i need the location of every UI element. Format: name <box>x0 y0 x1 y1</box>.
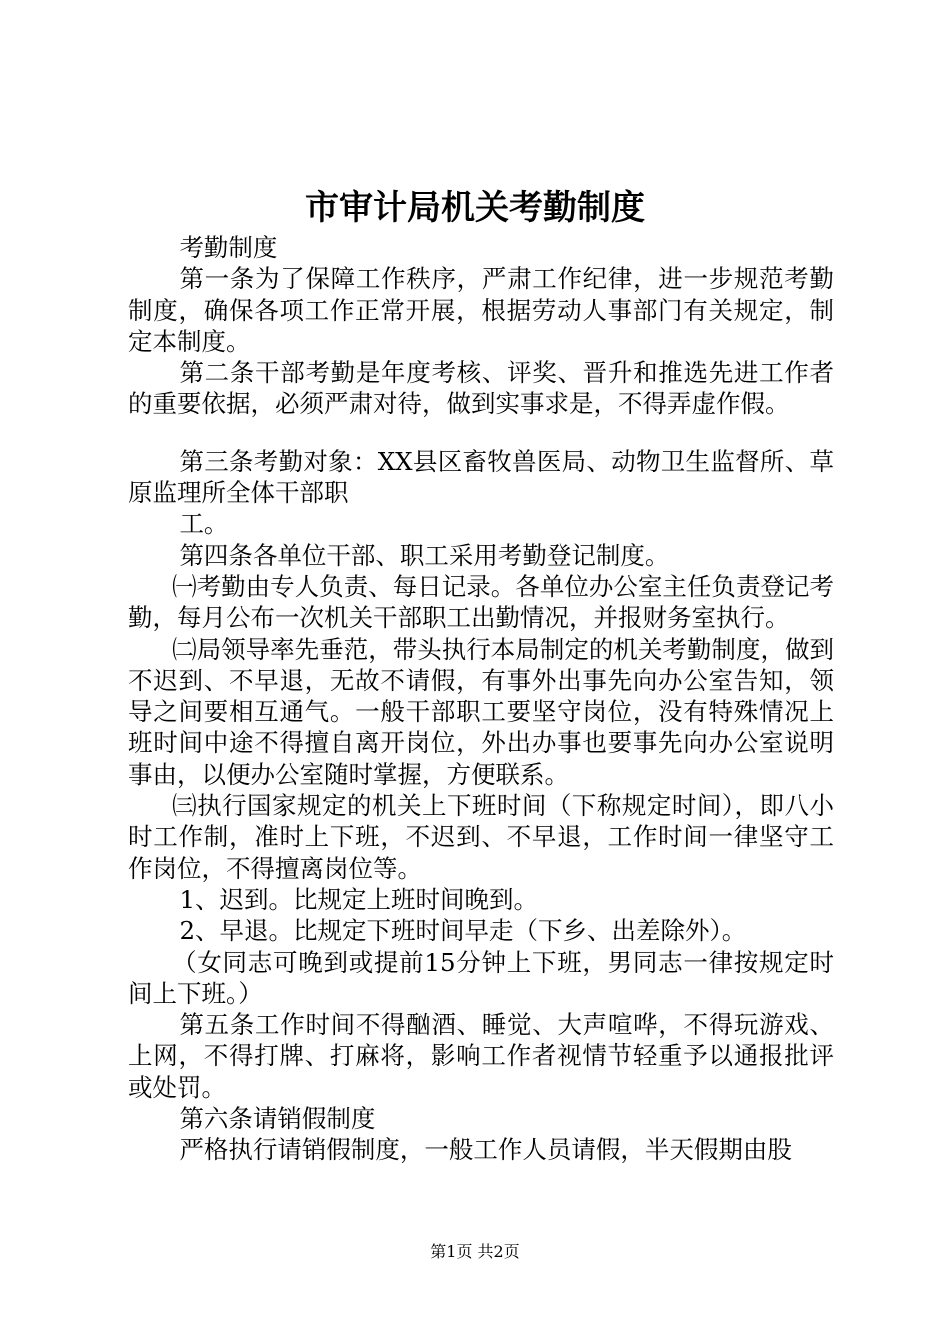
article-3-continuation: 工。 <box>179 509 229 539</box>
article-6-heading: 第六条请销假制度 <box>179 1104 376 1134</box>
page-footer: 第1页 共2页 <box>430 1242 520 1261</box>
article-6-paragraph: 严格执行请销假制度，一般工作人员请假，半天假期由股 <box>179 1135 792 1165</box>
document-title: 市审计局机关考勤制度 <box>305 188 645 228</box>
article-1-paragraph: 第一条为了保障工作秩序，严肃工作纪律，进一步规范考勤制度，确保各项工作正常开展，根据劳动人事部门有关规定，制定本制度。 <box>128 264 834 356</box>
article-4-paragraph: 第四条各单位干部、职工采用考勤登记制度。 <box>179 540 670 570</box>
article-4-item-2: ㈡局领导率先垂范，带头执行本局制定的机关考勤制度，做到不迟到、不早退，无故不请假，有事外出事先向办公室告知，领导之间要相互通气。一般干部职工要坚守岗位，没有特殊情况上班时间中途不得擅自离开岗位，外出办事也要事先向办公室说明事由，以便办公室随时掌握，方便联系。 <box>128 634 834 789</box>
article-2-paragraph: 第二条干部考勤是年度考核、评奖、晋升和推选先进工作者的重要依据，必须严肃对待，做到实事求是，不得弄虚作假。 <box>128 358 834 419</box>
article-4-item-1: ㈠考勤由专人负责、每日记录。各单位办公室主任负责登记考勤，每月公布一次机关干部职工出勤情况，并报财务室执行。 <box>128 571 834 633</box>
document-body <box>128 232 834 1166</box>
late-arrival-rule: 1、迟到。比规定上班时间晚到。 <box>179 884 539 914</box>
article-4-item-3: ㈢执行国家规定的机关上下班时间（下称规定时间），即八小时工作制，准时上下班，不迟到、不早退，工作时间一律坚守工作岗位，不得擅离岗位等。 <box>128 791 834 883</box>
section-heading-attendance: 考勤制度 <box>179 233 278 262</box>
article-5-paragraph: 第五条工作时间不得酗酒、睡觉、大声喧哗，不得玩游戏、上网，不得打牌、打麻将，影响工作者视情节轻重予以通报批评或处罚。 <box>128 1010 834 1102</box>
early-leave-rule: 2、早退。比规定下班时间早走（下乡、出差除外）。 <box>179 916 747 946</box>
gender-time-note: （女同志可晚到或提前15分钟上下班，男同志一律按规定时间上下班。） <box>128 947 834 1008</box>
article-3-paragraph: 第三条考勤对象：XX县区畜牧兽医局、动物卫生监督所、草原监理所全体干部职 <box>128 446 834 508</box>
